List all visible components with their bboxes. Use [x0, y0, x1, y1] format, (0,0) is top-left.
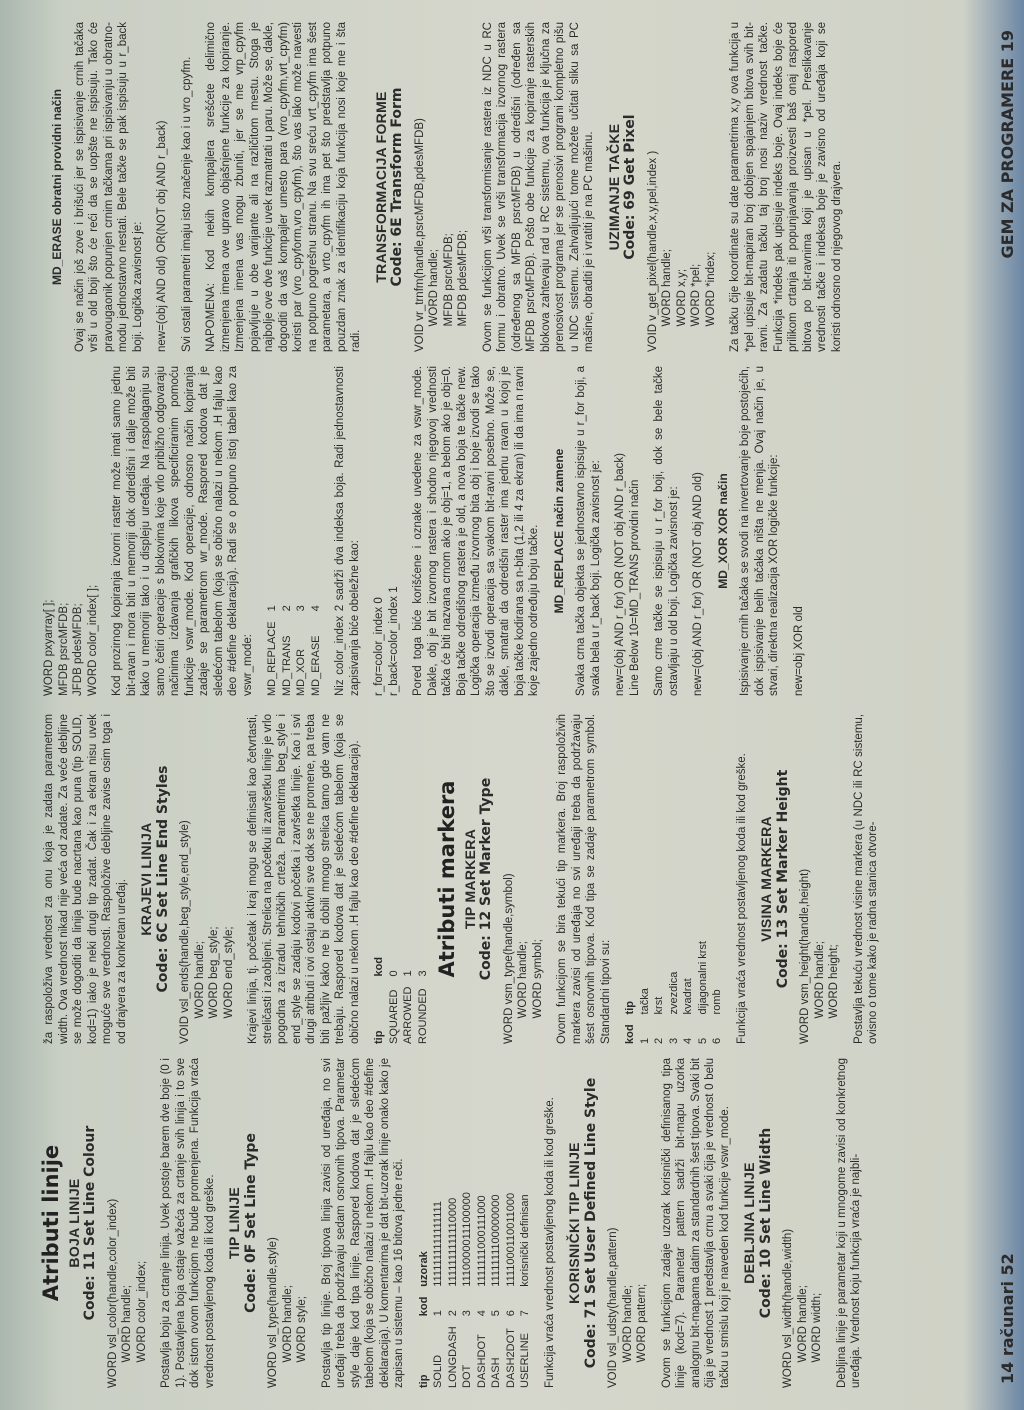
paragraph: Samo crne tačke se ispisuju u r_for boji, dok se bele tačke ostavljaju u old boji. Logička zavisnost je:: [653, 366, 680, 696]
table-cell: SQUARED: [387, 989, 400, 1044]
table-cell: 1111111111110000: [446, 1197, 459, 1287]
signature-user-line-style: VOID vsl_udsty(handle,pattern) WORD handle; WORD pattern;: [607, 1227, 648, 1388]
table-cell: 0: [387, 970, 400, 977]
table-row: [667, 931, 682, 1044]
table-cell: zvezdica: [667, 971, 680, 1015]
paragraph: Postavlja boju za crtanje linija. Uvek postoje barem dve boje (0 i 1). Postavljena boja ostaje važeća za crtanje svih linija i to sve dok istom ovom funkcijom ne bude promenjena. Funkcija vraća vrednost postavljenog koda ili kod greške.: [160, 1058, 216, 1388]
table-header-row: [623, 931, 638, 1044]
left-page: [39, 714, 992, 1388]
subheading-md-erase: MD_ERASE obratni providni način: [50, 88, 64, 286]
table-cell: 1: [402, 970, 414, 977]
table-cell: 4: [682, 1037, 694, 1044]
table-row: [652, 931, 667, 1044]
paragraph: Funkcija vraća vrednost postavljenog koda ili kod greške.: [543, 1097, 556, 1388]
table-cell: 5: [696, 1037, 709, 1044]
table-row: [446, 1182, 461, 1388]
signature-transform-form: VOID vr_trnfm(handle,psrcMFDB,pdesMFDB) WORD handle; MFDB psrcMFDB; MFDB pdesMFDB;: [413, 118, 469, 352]
paragraph: Ispisivanje crnih tačaka se svodi na invertovanje boje postojećih, dok ispisivanje belih tačaka ništa ne menja. Ovaj način je, u stvari, direktna realizacija XOR logičke funkcije:: [739, 366, 780, 696]
code-line-color: Code: 11 Set Line Colour: [82, 1125, 98, 1321]
table-cell: 6: [504, 1310, 517, 1317]
heading-transform-form: TRANSFORMACIJA FORME: [372, 91, 389, 283]
table-header-cell: kod: [417, 1296, 430, 1317]
table-row: [518, 1182, 533, 1388]
table-cell: kvadrat: [682, 978, 694, 1015]
code-user-line-style: Code: 71 Set User Defined Line Style: [582, 1077, 599, 1369]
paragraph: Krajevi linija, tj. početak i kraj mogu se definisati kao četvrtasti, streličasti i zaobljeni. Strelica na početku ili završetku linije je vrlo pogodna za izradu tehničkih crteža. Parametrima beg_style i end_style se zadaju kodovi početka i završetka linije. Kao i svi drugi atributi i ovi ostaju aktivni sve dok se ne promene, pa treba biti pažljiv kako ne bi dobili mnogo strelica tamo gde vam ne trebaju. Raspored kodova dat je sledećom tabelom (koja se obično nalazi u nekom .H fajlu kao deo #define deklaracija).: [247, 714, 361, 1044]
table-row: [475, 1182, 490, 1388]
table-cell: ARROWED: [402, 986, 414, 1044]
signature-copy-params: WORD pxyarray[ ]; MFDB psrcMFDB; JFDB pdesMFDB; WORD color_index[ ];: [43, 584, 99, 696]
table-cell: 7: [519, 1310, 531, 1317]
paragraph: Ovom se funkcijom vrši transformisanje rastera iz NDC u RC formu i obratno. Uvek se vrši transformacija izvornog rastera (određenog sa MFDB psrcMFDB) u odredišni (određen sa MFDB psrcMFDB). Pošto obe funkcije za kopiranje rasterskih blokova zahtevaju rad u RC sistemu, ova funkcija je ključna za prenosivost programa jer se prenosivi programi kompletno pišu u NDC sistemu. Zahvaljujući tome možete učitati sliku sa PC mašine, obraditi je i vratiti je na PC mašinu.: [481, 22, 595, 352]
page-footer-right: GEM ZA PROGRAMERE 19: [998, 30, 1017, 259]
table-cell: 4: [309, 605, 322, 612]
paragraph: ža raspoloživa vrednost za onu koja je zadata parametrom width. Ova vrednost nikad nije veća od zadate. Za veće debljine se može dogoditi da linija bude nacrtana kao puna (tip SOLID, kod=1) iako je neki drugi tip zadat. Čak i za ekran nisu uvek moguće sve vrednosti. Raspoložive debljine zavise osim toga i od drajvera za konkretan uređaj.: [43, 714, 128, 1044]
signature-line-ends: VOID vsl_ends(handle,beg_style,end_style) WORD handle; WORD beg_style; WORD end_style;: [179, 820, 235, 1044]
spread-columns: [39, 22, 992, 1388]
table-cell: 2: [653, 1037, 665, 1044]
table-cell: 1: [266, 605, 278, 612]
table-row: [504, 1182, 519, 1388]
code-snippet: r_for=color_index 0 r_back=color_index 1: [373, 586, 400, 696]
heading-user-line-style: KORISNIČKI TIP LINIJE: [566, 1142, 582, 1304]
code-snippet: new=(obj AND r_for) OR (NOT obj AND r_back) Line Below 10=MD_TRANS providni način: [614, 453, 641, 696]
table-cell: 3: [416, 970, 429, 977]
table-cell: 1: [638, 1037, 651, 1044]
paragraph: Ovom funkcijom se bira tekući tip markera. Broj raspoloživih markera zavisi od uređaja no svi uređaji treba da podržavaju šest osnovnih tipova. Kod tipa se zadaje parametrom symbol. Standardni tipovi su:: [556, 714, 612, 1044]
paragraph: Svi ostali parametri imaju isto značenje kao i u vro_cpyfm.: [180, 56, 193, 352]
signature-line-color: WORD vsl_color(handle,color_index) WORD handle; WORD color_index;: [106, 1198, 148, 1388]
code-get-pixel: Code: 69 Get Pixel: [622, 114, 638, 260]
table-header-cell: kod: [373, 956, 385, 977]
column-1: [39, 1058, 992, 1388]
column-3: [42, 366, 992, 696]
table-row: [489, 1182, 504, 1388]
table-header-cell: tip: [373, 1030, 385, 1044]
heading-line-ends: KRAJEVI LINIJA: [138, 822, 154, 936]
table-row: [309, 595, 324, 696]
table-cell: 1: [432, 1310, 444, 1317]
subheading-md-xor: MD_XOR XOR način: [715, 473, 730, 589]
table-row: [401, 947, 416, 1044]
paragraph: Niz color_index 2 sadrži dva indeksa boja. Radi jednostavnosti zapisivanja biće obeležne kao:: [334, 366, 361, 696]
paragraph: Postavlja tekuću vrednost visine markera (u NDC ili RC sistemu, ovisno o tome kako je radna stanica otvore-: [852, 714, 879, 1044]
table-cell: tačka: [638, 988, 651, 1015]
marker-type-table: [623, 931, 725, 1044]
table-cell: dijagonalni krst: [696, 941, 709, 1015]
section-title-marker-attributes: Atributi markera: [435, 780, 459, 978]
signature-marker-height: WORD vsm_height(handle,height) WORD handle; WORD height;: [799, 868, 840, 1044]
column-4: [42, 22, 992, 352]
table-header-cell: tip: [624, 1000, 636, 1015]
paragraph: Funkcija vraća vrednost postavljenog koda ili kod greške.: [735, 753, 748, 1044]
table-row: [710, 931, 725, 1044]
table-row: [280, 595, 295, 696]
heading-marker-height: VISINA MARKERA: [758, 816, 774, 942]
code-line-width: Code: 10 Set Line Width: [757, 1127, 774, 1319]
table-cell: SOLID: [432, 1354, 444, 1388]
signature-marker-type: WORD vsm_type(handle,symbol) WORD handle; WORD symbol;: [502, 873, 544, 1044]
paragraph: Debljina linije je parametar koji u mnogome zavisi od konkretnog uređaja. Vrednost koju funkcija vraća je najbli-: [835, 1058, 862, 1388]
table-cell: 3: [295, 605, 307, 612]
table-cell: USERLINE: [519, 1332, 531, 1388]
table-cell: krst: [653, 996, 665, 1015]
column-2: [42, 714, 992, 1044]
table-row: [416, 947, 431, 1044]
table-cell: 1111000110011000: [504, 1192, 517, 1287]
section-title-line-attributes: Atributi linije: [39, 1144, 63, 1302]
table-row: [696, 931, 711, 1044]
subheading-md-replace: MD_REPLACE način zamene: [551, 448, 566, 614]
table-row: [431, 1182, 446, 1388]
table-row: [294, 595, 309, 696]
table-cell: 6: [711, 1037, 723, 1044]
signature-line-type: WORD vsl_type(handle,style) WORD handle; WORD style;: [267, 1237, 308, 1388]
table-row: [638, 931, 653, 1044]
table-cell: 3: [667, 1037, 680, 1044]
table-cell: 1111111100000000: [490, 1194, 502, 1287]
paragraph: Svaka crna tačka objekta se jednostavno ispisuje u r_for boji, a svaka bela u r_back boji. Logička zavisnost je:: [575, 366, 602, 696]
signature-get-pixel: VOID v_get_pixel(handle,x,y,pel,index ) WORD handle; WORD x,y; WORD *pel; WORD *index;: [646, 150, 717, 352]
table-header-cell: tip: [417, 1374, 430, 1388]
paragraph: Ovom se funkcijom zadaje uzorak korisnički definisanog tipa linije (kod=7). Parametar pattern sadrži bit-mapu uzorka analognu bit-mapama datim za standardnih šest tipova. Svaki bit čija je vrednost 1 predstavlja crnu a svaki čija je vrednost 0 belu tačku u smislu koji je naveden kod funkcije vswr_mode.: [660, 1058, 731, 1388]
table-header-row: [417, 1182, 432, 1388]
table-cell: 5: [490, 1310, 502, 1317]
table-cell: korisnički definisan: [519, 1194, 531, 1287]
table-cell: 1110000011100000: [461, 1192, 473, 1287]
table-cell: MD_ERASE: [309, 635, 322, 696]
heading-get-pixel: UZIMANJE TAČKE: [605, 123, 622, 251]
code-snippet: new=obj XOR old: [792, 606, 805, 696]
heading-marker-type: TIP MARKERA: [461, 828, 478, 930]
paragraph: Za tačku čije koordinate su date parametrima x,y ova funkcija u *pel upisuje bit-mapiran broj dobijen spajanjem bitova svih bit-ravni. Za zadatu tačku taj broj nosi naziv vrednost tačke. Funkcija *indeks pak upisuje indeks boje. Ovaj indeks boje će prilikom crtanja iti popunjavanja proizvesti baš onaj raspored bitova po bit-ravnima koji je upisan u *pel. Preslikavanje vrednosti tačke i indeksa boje je zavisno od uređaja koji se koristi odnosno od njegovog drajvera.: [729, 22, 843, 352]
table-row: [387, 947, 402, 1044]
right-page: [42, 22, 992, 696]
table-cell: 1111111111111111: [432, 1201, 444, 1287]
table-cell: MD_REPLACE: [266, 621, 278, 696]
table-cell: LONGDASH: [446, 1326, 459, 1388]
code-snippet: new=(obj AND old) OR(NOT obj AND r_back): [156, 120, 168, 352]
table-cell: DASHDOT: [475, 1334, 488, 1388]
table-header-row: [372, 947, 387, 1044]
table-row: [681, 931, 696, 1044]
heading-line-type: TIP LINIJE: [226, 1187, 242, 1259]
table-row: [460, 1182, 475, 1388]
write-mode-table: [265, 595, 323, 696]
paragraph: Ovaj se način još zove i brišući jer se ispisivanje crnih tačaka vrši u old boji što će reći da se uopšte ne ispisuju. Tako će pravougaonik popunjen crnim tačkama pri ispisivanju u obratno-modu jednostavno nestati. Bele tačke se pak ispisuju u r_back boji. Logička zavisnost je:: [73, 22, 144, 352]
line-ends-table: [372, 947, 430, 1044]
table-cell: 2: [280, 605, 293, 612]
table-row: [265, 595, 280, 696]
table-cell: 2: [446, 1310, 459, 1317]
signature-line-width: WORD vsl_width(handle,width) WORD handle; WORD width;: [782, 1228, 823, 1388]
code-marker-type: Code: 12 Set Marker Type: [478, 777, 494, 981]
table-cell: MD_XOR: [295, 648, 307, 696]
code-line-ends: Code: 6C Set Line End Styles: [154, 765, 171, 993]
note-paragraph: NAPOMENA: Kod nekih kompajlera srešćete delimično izmenjena imena ove upravo objašnjene funkcije za kopiranje. Izmenjena imena vas mogu zbuniti, jer se me vrp_cpyfm pojavljuje u obe varijante ali na različitom mestu. Stoga je najbolje ove dve funkcije uvek razmatrati u paru. Može se, dakle, dogoditi da vaš kompajler umesto para (vro_cpyfm,vrt_cpyfm) koristi par (vro_cpyform,vro_cpyfm), što vas lako može navesti na potpuno pogrešnu stranu. Na svu sreću vrt_cpyfm ima šest parametara, a vrto_cpyfm ih ima pet što predstavlja potpuno pouzdan znak za identifikaciju koja funkcija nosi koje me i šta radi.: [205, 22, 362, 352]
paragraph: Postavlja tip linije. Broj tipova linija zavisi od uređaja, no svi uređaji treba da podržavaju sedam osnovnih tipova. Parametar style daje kod tipa linije. Raspored kodova dat je sledećom tabelom (koja se obično nalazi u nekom .H fajlu kao deo #define deklaracija). U komentarima je dat bit-uzorak linije onako kako je zapisan u sistemu – kao 16 bitova jedne reči.: [320, 1058, 405, 1388]
table-cell: 3: [461, 1310, 473, 1317]
code-line-type: Code: 0F Set Line Type: [242, 1133, 259, 1313]
table-cell: 4: [475, 1310, 488, 1317]
paragraph: Kod prozirnog kopiranja izvorni rastter može imati samo jednu bit-ravan i mora biti u memoriji dok odredišni i dalje može biti kako u memoriji tako i u displeju uređaja. Na raspolaganju su samo četiri operacije s blokovima koje vrlo približno odgovaraju načinima izdavanja grafičkih likova specificiranim pomoću funkcije vswr_mode. Kod operacije, odnosno način kopiranja zadaje se parametrom wr_mode. Raspored kodova dat je sledećom tabelom (koja se obično nalazi u nekom .H fajlu kao deo #define deklaracija). Radi se o potpuno istoj tabeli kao za vswr_mode:: [111, 366, 254, 696]
table-cell: ROUNDED: [416, 988, 429, 1044]
code-snippet: new=(obj AND r_for) OR (NOT obj AND old): [692, 472, 704, 696]
paragraph: Pored toga biće korišćene i oznake uvedene za vswr_mode. Dakle, obj je bit izvornog rastera i shodno njegovoj vrednosti tačka će biti nazvana crnom ako je obj=1, a belom ako je obj=0. Boja tačke odredišnog rastera je old, a nova boja te tačke new. Logička operacija između izvornog bita obj i boje izvodi se tako što se izvodi operacija sa svakom bit-ravni posebno. Može se, dakle, smatrati da odredišni raster ima jednu ravan u kojoj je boja tačke kodirana sa n-bita (1,2 ili 4 za ekran) ili da ima n ravni koje zajedno određuju boju tačke.: [412, 366, 540, 696]
table-cell: DASH2DOT: [504, 1328, 517, 1388]
table-cell: DOT: [461, 1364, 473, 1388]
heading-line-width: DEBLJINA LINIJE: [741, 1162, 757, 1284]
table-cell: DASH: [490, 1357, 502, 1388]
table-header-cell: kod: [624, 1024, 636, 1044]
table-cell: romb: [711, 989, 723, 1015]
code-transform-form: Code: 6E Transform Form: [389, 87, 405, 287]
line-type-table: [417, 1182, 533, 1388]
table-cell: MD_TRANS: [280, 635, 293, 696]
page-footer-left: 14 računari 52: [998, 1253, 1017, 1384]
table-cell: 1111111000111000: [475, 1195, 488, 1287]
heading-line-color: BOJA LINIJE: [65, 1178, 82, 1268]
code-marker-height: Code: 13 Set Marker Height: [774, 769, 791, 989]
table-header-cell: uzorak: [417, 1251, 430, 1287]
